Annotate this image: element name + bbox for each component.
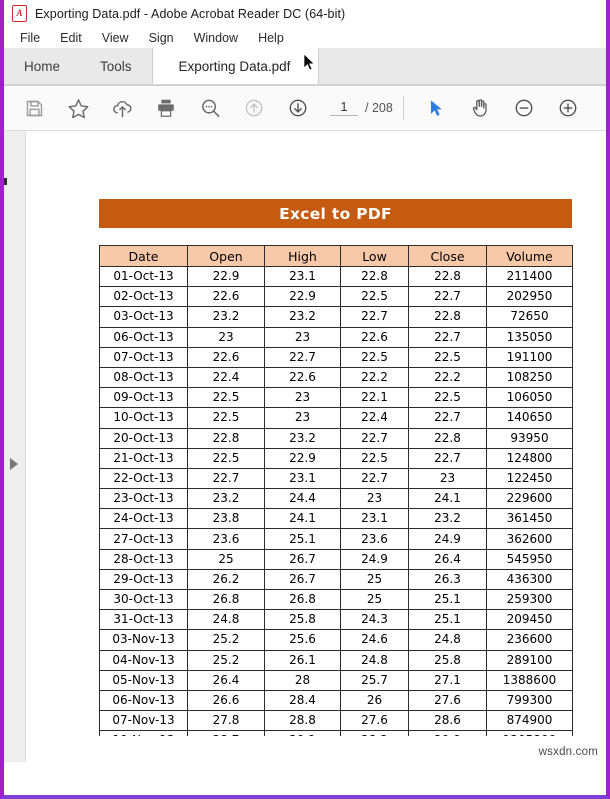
table-cell-date: 27-Oct-13 xyxy=(100,529,188,549)
table-cell-low: 24.6 xyxy=(341,630,409,650)
table-cell-open: 22.7 xyxy=(188,468,265,488)
table-cell-volume: 140650 xyxy=(487,408,573,428)
table-cell-volume: 289100 xyxy=(487,650,573,670)
table-cell-date: 24-Oct-13 xyxy=(100,509,188,529)
table-cell-high: 23 xyxy=(265,327,341,347)
table-cell-volume: 93950 xyxy=(487,428,573,448)
workspace xyxy=(4,131,606,762)
tab-home[interactable]: Home xyxy=(4,48,80,85)
tab-exporting-data-pdf[interactable]: Exporting Data.pdf xyxy=(152,48,320,85)
table-cell-volume: 229600 xyxy=(487,489,573,509)
save-icon[interactable] xyxy=(12,86,56,130)
upload-cloud-icon[interactable] xyxy=(100,86,144,130)
table-cell-date: 29-Oct-13 xyxy=(100,569,188,589)
document-banner-title: Excel to PDF xyxy=(99,199,572,228)
table-cell-high: 26.1 xyxy=(265,650,341,670)
table-row xyxy=(100,408,573,428)
table-cell-close: 26.3 xyxy=(409,569,487,589)
table-cell-close: 22.8 xyxy=(409,267,487,287)
table-row xyxy=(100,489,573,509)
table-row xyxy=(100,509,573,529)
table-cell-volume: 202950 xyxy=(487,287,573,307)
table-cell-open: 22.6 xyxy=(188,347,265,367)
table-header-row xyxy=(100,246,573,267)
column-header-volume: Volume xyxy=(487,246,573,267)
table-cell-high: 25.1 xyxy=(265,529,341,549)
table-cell-open: 26.6 xyxy=(188,690,265,710)
tab-strip xyxy=(4,49,606,86)
column-header-high: High xyxy=(265,246,341,267)
table-row xyxy=(100,468,573,488)
table-cell-high: 22.9 xyxy=(265,448,341,468)
tab-tools[interactable]: Tools xyxy=(80,48,152,85)
table-row xyxy=(100,610,573,630)
table-cell-low: 24.9 xyxy=(341,549,409,569)
table-cell-date: 08-Oct-13 xyxy=(100,367,188,387)
column-header-close: Close xyxy=(409,246,487,267)
table-cell-close: 24.1 xyxy=(409,489,487,509)
table-cell-close: 22.7 xyxy=(409,408,487,428)
table-cell-date: 07-Oct-13 xyxy=(100,347,188,367)
table-cell-low: 22.2 xyxy=(341,367,409,387)
table-cell-close: 26.4 xyxy=(409,549,487,569)
table-cell-close: 24.9 xyxy=(409,529,487,549)
table-row xyxy=(100,267,573,287)
table-cell-open: 22.9 xyxy=(188,267,265,287)
table-cell-close: 23 xyxy=(409,468,487,488)
table-cell-low: 22.7 xyxy=(341,428,409,448)
table-cell-high: 23 xyxy=(265,408,341,428)
menu-item-window[interactable]: Window xyxy=(193,31,239,45)
stock-data-table xyxy=(99,245,573,752)
table-cell-high: 26.8 xyxy=(265,590,341,610)
table-cell-high: 23.1 xyxy=(265,267,341,287)
table-cell-low: 22.8 xyxy=(341,267,409,287)
table-cell-low: 26 xyxy=(341,690,409,710)
table-cell-close: 25.1 xyxy=(409,590,487,610)
table-cell-date: 09-Oct-13 xyxy=(100,388,188,408)
table-row xyxy=(100,367,573,387)
table-cell-close: 22.2 xyxy=(409,367,487,387)
page-navigation xyxy=(330,100,393,116)
table-cell-volume: 124800 xyxy=(487,448,573,468)
table-row xyxy=(100,448,573,468)
table-cell-low: 22.4 xyxy=(341,408,409,428)
table-cell-volume: 545950 xyxy=(487,549,573,569)
table-cell-open: 23 xyxy=(188,327,265,347)
search-icon[interactable] xyxy=(188,86,232,130)
table-cell-volume: 259300 xyxy=(487,590,573,610)
table-cell-open: 22.4 xyxy=(188,367,265,387)
column-header-date: Date xyxy=(100,246,188,267)
table-cell-volume: 122450 xyxy=(487,468,573,488)
table-cell-open: 25.2 xyxy=(188,650,265,670)
table-row xyxy=(100,590,573,610)
table-cell-volume: 72650 xyxy=(487,307,573,327)
menu-bar xyxy=(4,27,606,49)
table-cell-date: 01-Oct-13 xyxy=(100,267,188,287)
table-cell-close: 22.8 xyxy=(409,307,487,327)
watermark-label: wsxdn.com xyxy=(538,746,598,758)
table-cell-open: 26.2 xyxy=(188,569,265,589)
table-cell-date: 10-Oct-13 xyxy=(100,408,188,428)
table-cell-high: 23.2 xyxy=(265,428,341,448)
table-cell-open: 25.2 xyxy=(188,630,265,650)
table-cell-volume: 191100 xyxy=(487,347,573,367)
table-cell-open: 22.8 xyxy=(188,428,265,448)
zoom-in-icon[interactable] xyxy=(546,86,590,130)
table-cell-volume: 106050 xyxy=(487,388,573,408)
table-cell-volume: 236600 xyxy=(487,630,573,650)
table-cell-date: 04-Nov-13 xyxy=(100,650,188,670)
print-icon[interactable] xyxy=(144,86,188,130)
table-cell-close: 22.5 xyxy=(409,347,487,367)
page-scroll-area[interactable] xyxy=(26,131,606,762)
page-bottom-strip xyxy=(26,736,606,762)
table-cell-low: 23.1 xyxy=(341,509,409,529)
star-icon[interactable] xyxy=(56,86,100,130)
page-total-label: / 208 xyxy=(365,101,393,115)
table-cell-close: 24.8 xyxy=(409,630,487,650)
table-cell-close: 22.7 xyxy=(409,327,487,347)
table-cell-open: 23.2 xyxy=(188,489,265,509)
table-cell-volume: 108250 xyxy=(487,367,573,387)
table-cell-high: 24.4 xyxy=(265,489,341,509)
table-cell-close: 22.8 xyxy=(409,428,487,448)
navigation-rail-footer xyxy=(4,736,26,762)
table-cell-date: 03-Oct-13 xyxy=(100,307,188,327)
table-cell-date: 30-Oct-13 xyxy=(100,590,188,610)
table-row xyxy=(100,650,573,670)
table-cell-open: 22.6 xyxy=(188,287,265,307)
table-row xyxy=(100,630,573,650)
navigation-pane-rail xyxy=(4,131,26,762)
table-row xyxy=(100,690,573,710)
toolbar xyxy=(4,86,606,131)
table-cell-volume: 362600 xyxy=(487,529,573,549)
table-cell-open: 26.8 xyxy=(188,590,265,610)
table-cell-low: 27.6 xyxy=(341,711,409,731)
acrobat-pdf-icon xyxy=(12,5,27,22)
table-cell-low: 22.6 xyxy=(341,327,409,347)
table-cell-date: 02-Oct-13 xyxy=(100,287,188,307)
table-cell-open: 24.8 xyxy=(188,610,265,630)
table-row xyxy=(100,428,573,448)
table-cell-high: 24.1 xyxy=(265,509,341,529)
table-cell-high: 28 xyxy=(265,670,341,690)
table-cell-high: 22.9 xyxy=(265,287,341,307)
table-cell-open: 22.5 xyxy=(188,388,265,408)
table-row xyxy=(100,670,573,690)
hand-tool-icon[interactable] xyxy=(458,86,502,130)
menu-item-edit[interactable]: Edit xyxy=(60,31,82,45)
table-cell-date: 21-Oct-13 xyxy=(100,448,188,468)
table-cell-volume: 135050 xyxy=(487,327,573,347)
table-cell-date: 22-Oct-13 xyxy=(100,468,188,488)
table-cell-close: 22.7 xyxy=(409,448,487,468)
table-row xyxy=(100,711,573,731)
table-cell-low: 22.5 xyxy=(341,347,409,367)
table-cell-open: 23.2 xyxy=(188,307,265,327)
column-header-low: Low xyxy=(341,246,409,267)
table-cell-date: 07-Nov-13 xyxy=(100,711,188,731)
table-cell-volume: 874900 xyxy=(487,711,573,731)
table-cell-close: 25.8 xyxy=(409,650,487,670)
zoom-out-icon[interactable] xyxy=(502,86,546,130)
toolbar-divider xyxy=(403,96,404,120)
select-cursor-icon[interactable] xyxy=(414,86,458,130)
table-cell-low: 23 xyxy=(341,489,409,509)
table-cell-high: 26.7 xyxy=(265,569,341,589)
table-cell-date: 06-Oct-13 xyxy=(100,327,188,347)
table-row xyxy=(100,529,573,549)
table-cell-volume: 209450 xyxy=(487,610,573,630)
table-row xyxy=(100,307,573,327)
table-cell-high: 28.4 xyxy=(265,690,341,710)
table-cell-volume: 436300 xyxy=(487,569,573,589)
table-cell-volume: 361450 xyxy=(487,509,573,529)
table-cell-open: 23.8 xyxy=(188,509,265,529)
table-row xyxy=(100,569,573,589)
table-cell-high: 22.6 xyxy=(265,367,341,387)
table-cell-volume: 211400 xyxy=(487,267,573,287)
menu-item-file[interactable]: File xyxy=(20,31,41,45)
table-cell-low: 24.8 xyxy=(341,650,409,670)
title-bar xyxy=(4,0,606,27)
table-cell-high: 25.6 xyxy=(265,630,341,650)
table-cell-date: 31-Oct-13 xyxy=(100,610,188,630)
table-cell-date: 06-Nov-13 xyxy=(100,690,188,710)
table-cell-low: 25 xyxy=(341,569,409,589)
table-row xyxy=(100,327,573,347)
table-cell-close: 22.5 xyxy=(409,388,487,408)
table-cell-low: 22.1 xyxy=(341,388,409,408)
previous-page-icon[interactable] xyxy=(232,86,276,130)
table-cell-high: 23.2 xyxy=(265,307,341,327)
table-cell-volume: 799300 xyxy=(487,690,573,710)
table-row xyxy=(100,549,573,569)
table-cell-low: 22.7 xyxy=(341,307,409,327)
table-cell-volume: 1388600 xyxy=(487,670,573,690)
nav-rail-marker xyxy=(4,178,7,185)
menu-item-sign[interactable]: Sign xyxy=(148,31,174,45)
table-cell-open: 23.6 xyxy=(188,529,265,549)
table-cell-high: 23.1 xyxy=(265,468,341,488)
table-body xyxy=(100,267,573,752)
table-cell-close: 28.6 xyxy=(409,711,487,731)
table-cell-date: 05-Nov-13 xyxy=(100,670,188,690)
table-cell-high: 22.7 xyxy=(265,347,341,367)
menu-item-help[interactable]: Help xyxy=(258,31,284,45)
menu-item-view[interactable]: View xyxy=(101,31,129,45)
table-cell-open: 25 xyxy=(188,549,265,569)
table-cell-high: 23 xyxy=(265,388,341,408)
page-number-input[interactable] xyxy=(330,100,358,116)
next-page-icon[interactable] xyxy=(276,86,320,130)
table-cell-open: 26.4 xyxy=(188,670,265,690)
table-cell-low: 23.6 xyxy=(341,529,409,549)
table-cell-high: 26.7 xyxy=(265,549,341,569)
table-cell-close: 25.1 xyxy=(409,610,487,630)
expand-navigation-pane-icon[interactable] xyxy=(10,458,18,470)
table-row xyxy=(100,347,573,367)
table-cell-open: 22.5 xyxy=(188,448,265,468)
table-cell-high: 28.8 xyxy=(265,711,341,731)
pdf-page-canvas xyxy=(26,131,606,762)
table-cell-close: 27.1 xyxy=(409,670,487,690)
window-title: Exporting Data.pdf - Adobe Acrobat Reader DC (64-bit) xyxy=(35,6,346,21)
table-cell-low: 25 xyxy=(341,590,409,610)
tab-strip-filler xyxy=(319,48,606,85)
table-cell-open: 22.5 xyxy=(188,408,265,428)
table-cell-low: 24.3 xyxy=(341,610,409,630)
table-cell-close: 23.2 xyxy=(409,509,487,529)
table-cell-low: 25.7 xyxy=(341,670,409,690)
table-cell-close: 22.7 xyxy=(409,287,487,307)
table-row xyxy=(100,388,573,408)
table-cell-low: 22.7 xyxy=(341,468,409,488)
table-cell-date: 23-Oct-13 xyxy=(100,489,188,509)
table-cell-date: 28-Oct-13 xyxy=(100,549,188,569)
table-cell-close: 27.6 xyxy=(409,690,487,710)
table-cell-low: 22.5 xyxy=(341,287,409,307)
table-cell-high: 25.8 xyxy=(265,610,341,630)
table-cell-low: 22.5 xyxy=(341,448,409,468)
column-header-open: Open xyxy=(188,246,265,267)
table-cell-date: 03-Nov-13 xyxy=(100,630,188,650)
table-row xyxy=(100,287,573,307)
table-cell-date: 20-Oct-13 xyxy=(100,428,188,448)
table-cell-open: 27.8 xyxy=(188,711,265,731)
